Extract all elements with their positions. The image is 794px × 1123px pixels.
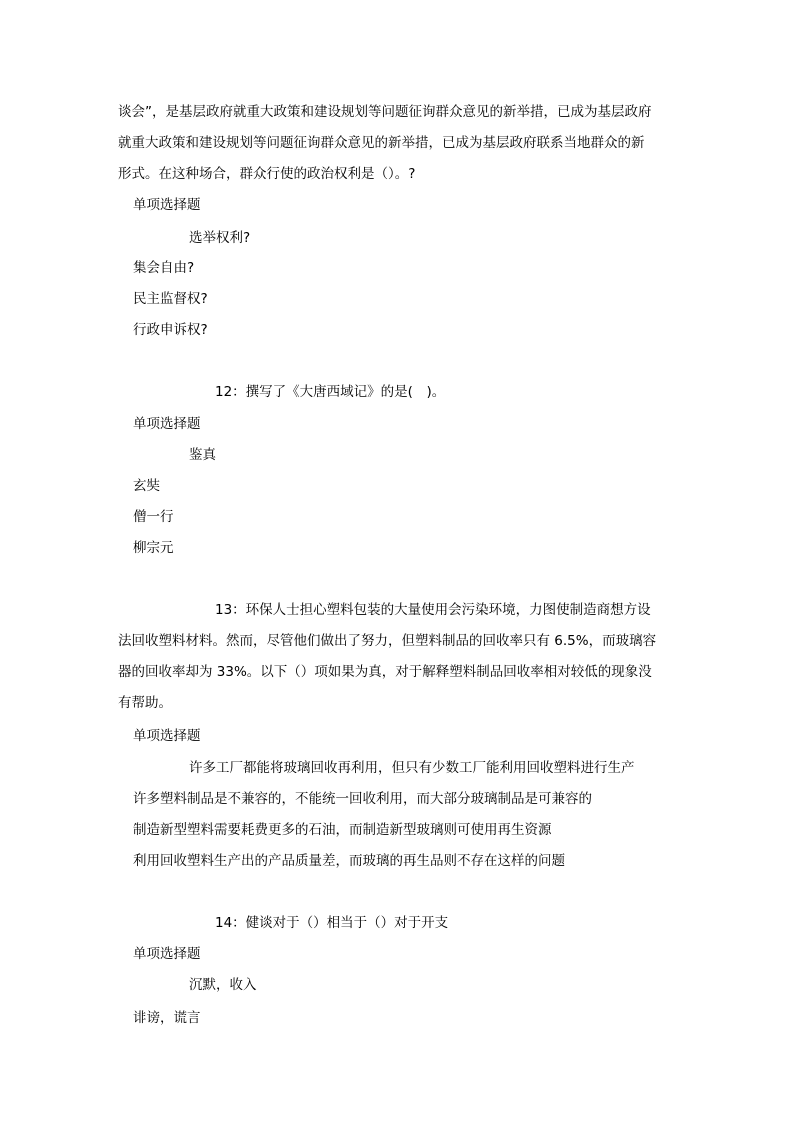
option: 行政申诉权? xyxy=(133,322,208,338)
option: 玄奘 xyxy=(133,478,160,494)
question-stem-line: 14：健谈对于（）相当于（）对于开支 xyxy=(215,915,449,931)
option: 僧一行 xyxy=(133,509,174,525)
question-stem-line: 谈会”，是基层政府就重大政策和建设规划等问题征询群众意见的新举措，已成为基层政府 xyxy=(118,104,652,120)
question-stem-line: 法回收塑料材料。然而，尽管他们做出了努力，但塑料制品的回收率只有 6.5%，而玻璃容 xyxy=(118,633,657,649)
option: 诽谤，谎言 xyxy=(133,1010,201,1026)
option: 沉默，收入 xyxy=(189,977,257,993)
question-type: 单项选择题 xyxy=(133,416,201,432)
option: 许多塑料制品是不兼容的，不能统一回收利用，而大部分玻璃制品是可兼容的 xyxy=(133,791,592,807)
option: 许多工厂都能将玻璃回收再利用，但只有少数工厂能利用回收塑料进行生产 xyxy=(189,760,635,776)
question-stem-line: 就重大政策和建设规划等问题征询群众意见的新举措，已成为基层政府联系当地群众的新 xyxy=(118,135,645,151)
option: 集会自由? xyxy=(133,260,195,276)
question-stem-line: 形式。在这种场合，群众行使的政治权利是（）。? xyxy=(118,166,416,182)
option: 鉴真 xyxy=(189,447,216,463)
question-type: 单项选择题 xyxy=(133,197,201,213)
option: 制造新型塑料需要耗费更多的石油，而制造新型玻璃则可使用再生资源 xyxy=(133,822,552,838)
question-stem-line: 器的回收率却为 33%。以下（）项如果为真，对于解释塑料制品回收率相对较低的现象没 xyxy=(118,664,652,680)
question-stem-line: 12：撰写了《大唐西域记》的是( )。 xyxy=(215,384,446,400)
option: 利用回收塑料生产出的产品质量差，而玻璃的再生品则不存在这样的问题 xyxy=(133,853,565,869)
option: 选举权利? xyxy=(189,230,251,246)
question-type: 单项选择题 xyxy=(133,946,201,962)
question-stem-line: 有帮助。 xyxy=(118,695,172,711)
option: 民主监督权? xyxy=(133,291,208,307)
option: 柳宗元 xyxy=(133,540,174,556)
question-type: 单项选择题 xyxy=(133,728,201,744)
question-stem-line: 13：环保人士担心塑料包装的大量使用会污染环境，力图使制造商想方设 xyxy=(215,602,651,618)
